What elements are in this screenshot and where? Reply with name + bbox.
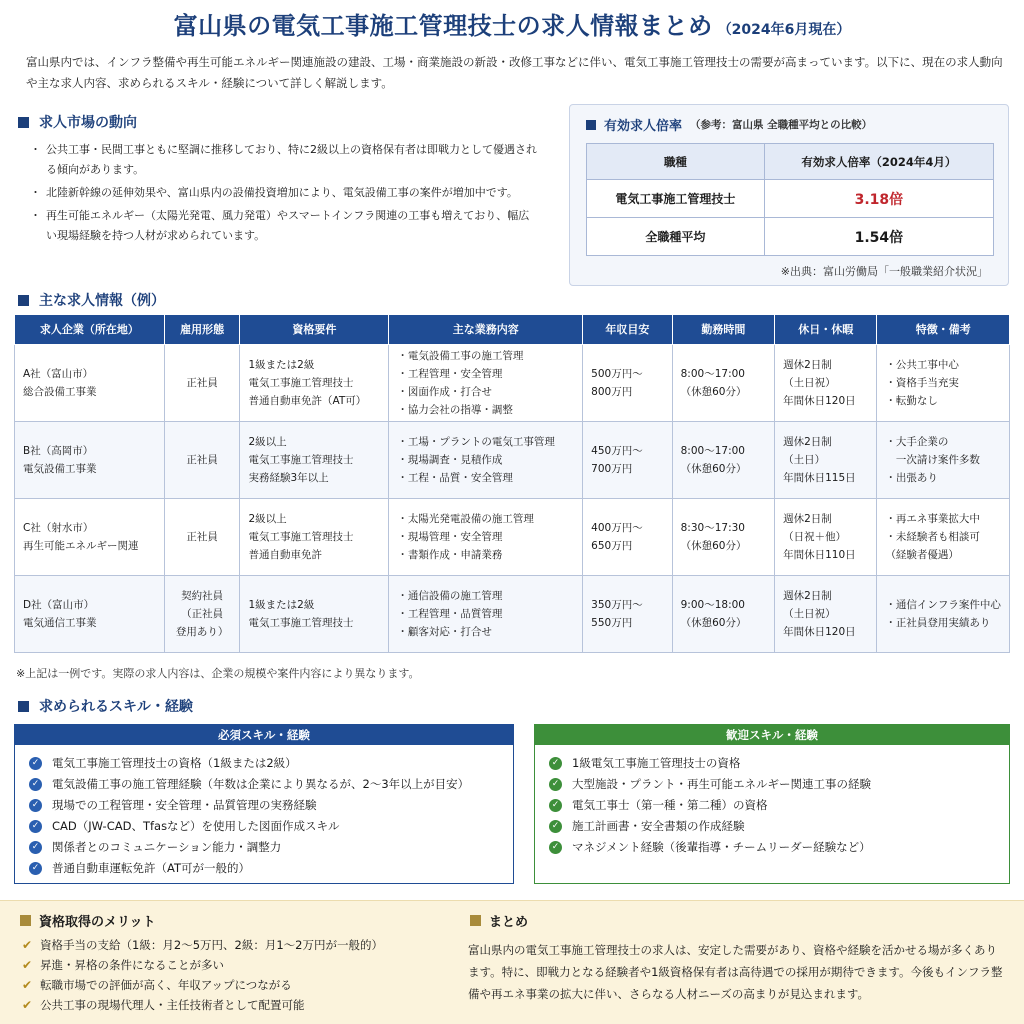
job-ratio-panel — [569, 104, 1009, 286]
jobs-cell-hours — [672, 422, 774, 499]
summary-heading — [470, 911, 528, 930]
required-skill-item — [29, 858, 513, 879]
jobs-cell-line: ・工場・プラントの電気工事管理 — [397, 436, 555, 448]
page-title — [0, 6, 1024, 41]
jobs-cell-employment — [164, 499, 240, 576]
jobs-cell-holidays — [775, 576, 877, 653]
jobs-cell-line: （土日） — [783, 454, 826, 466]
required-skill-item-label: 現場での工程管理・安全管理・品質管理の実務経験 — [52, 798, 317, 812]
jobs-cell-company — [15, 576, 165, 653]
jobs-cell-notes — [877, 576, 1010, 653]
welcome-skill-item — [549, 816, 1009, 837]
jobs-cell-line: 1級または2級 — [248, 599, 315, 611]
jobs-cell-qualification — [240, 499, 389, 576]
jobs-cell-line: C社（射水市） — [23, 522, 94, 534]
jobs-cell-line: 再生可能エネルギー関連 — [23, 540, 139, 552]
jobs-cell-line: ・協力会社の指導・調整 — [397, 404, 513, 416]
required-skill-item-label: 関係者とのコミュニケーション能力・調整力 — [52, 840, 282, 854]
jobs-cell-line: 年間休日115日 — [783, 472, 856, 484]
jobs-cell-line: ・通信インフラ案件中心 — [885, 599, 1001, 611]
required-skill-item — [29, 816, 513, 837]
ratio-heading-label: 有効求人倍率 — [604, 119, 683, 134]
required-skill-item — [29, 837, 513, 858]
jobs-col-header: 特徴・備考 — [877, 315, 1010, 345]
jobs-cell-duties — [389, 422, 583, 499]
jobs-cell-line: ・未経験者も相談可 — [885, 531, 980, 543]
jobs-cell-qualification — [240, 422, 389, 499]
jobs-cell-line: （休憩60分） — [680, 540, 747, 552]
welcome-skills-panel — [534, 724, 1010, 884]
jobs-cell-holidays — [775, 345, 877, 422]
jobs-cell-qualification — [240, 345, 389, 422]
welcome-skill-item-label: 1級電気工事施工管理技士の資格 — [572, 756, 741, 770]
jobs-cell-line: 500万円〜 — [591, 368, 643, 380]
jobs-cell-line: 週休2日制 — [783, 436, 832, 448]
merit-heading-label: 資格取得のメリット — [39, 915, 156, 930]
jobs-cell-hours — [672, 576, 774, 653]
square-bullet-icon — [586, 120, 596, 130]
title-date: （2024年6月現在） — [717, 22, 851, 38]
welcome-skill-item — [549, 837, 1009, 858]
welcome-skills-title: 歓迎スキル・経験 — [535, 725, 1009, 745]
check-circle-icon: ✓ — [29, 820, 42, 833]
jobs-cell-line: ・工程・品質・安全管理 — [397, 472, 513, 484]
jobs-col-header: 資格要件 — [240, 315, 389, 345]
jobs-cell-line: 普通自動車免許（AT可） — [248, 395, 367, 407]
check-mark-icon: ✔ — [22, 938, 33, 952]
merit-list — [22, 935, 383, 1015]
jobs-cell-line: ・書類作成・申請業務 — [397, 549, 503, 561]
merit-item — [22, 975, 383, 995]
jobs-cell-line: ・現場管理・安全管理 — [397, 531, 503, 543]
jobs-cell-line: 2級以上 — [248, 513, 287, 525]
jobs-cell-line: 週休2日制 — [783, 359, 832, 371]
merit-item-label: 転職市場での評価が高く、年収アップにつながる — [40, 978, 292, 992]
welcome-skill-item — [549, 795, 1009, 816]
table-row — [15, 576, 1010, 653]
jobs-cell-employment — [164, 576, 240, 653]
check-circle-icon: ✓ — [549, 841, 562, 854]
required-skills-panel — [14, 724, 514, 884]
market-bullets — [30, 140, 540, 249]
ratio-value-highlight: 3.18倍 — [764, 180, 993, 218]
jobs-cell-salary — [583, 576, 672, 653]
jobs-cell-salary — [583, 345, 672, 422]
welcome-skill-item — [549, 774, 1009, 795]
jobs-cell-line: 1級または2級 — [248, 359, 315, 371]
jobs-footnote: ※上記は一例です。実際の求人内容は、企業の規模や案件内容により異なります。 — [16, 667, 420, 680]
jobs-cell-line: 一次請け案件多数 — [885, 454, 980, 466]
jobs-cell-line: ・電気設備工事の施工管理 — [397, 350, 524, 362]
jobs-cell-line: ・工程管理・安全管理 — [397, 368, 503, 380]
jobs-cell-notes — [877, 499, 1010, 576]
jobs-cell-line: ・公共工事中心 — [885, 359, 959, 371]
ratio-heading-note: （参考：富山県 全職種平均との比較） — [690, 119, 873, 131]
intro-text: 富山県内では、インフラ整備や再生可能エネルギー関連施設の建設、工場・商業施設の新設・改修工事などに伴い、電気工事施工管理技士の需要が高まっています。以下に、現在の求人動向や主な求人内容、求められるスキル・経験について詳しく解説します。 — [26, 55, 1003, 90]
jobs-cell-line: 週休2日制 — [783, 590, 832, 602]
merit-item-label: 公共工事の現場代理人・主任技術者として配置可能 — [40, 998, 305, 1012]
square-bullet-icon — [18, 701, 29, 712]
market-bullet: ・ 公共工事・民間工事ともに堅調に推移しており、特に2級以上の資格保有者は即戦力として優遇される傾向があります。 — [30, 140, 540, 180]
jobs-cell-line: 700万円 — [591, 463, 633, 475]
jobs-cell-line: ・太陽光発電設備の施工管理 — [397, 513, 534, 525]
jobs-cell-line: （経験者優遇） — [885, 549, 959, 561]
jobs-cell-line: 電気設備工事業 — [23, 463, 97, 475]
required-skills-list — [15, 745, 513, 879]
jobs-cell-line: 8:00〜17:00 — [680, 445, 745, 457]
jobs-cell-salary — [583, 499, 672, 576]
jobs-table — [14, 314, 1010, 653]
jobs-cell-line: 正社員 — [186, 377, 218, 389]
square-bullet-icon — [470, 915, 481, 926]
jobs-cell-line: 8:30〜17:30 — [680, 522, 745, 534]
required-skill-item — [29, 795, 513, 816]
jobs-col-header: 主な業務内容 — [389, 315, 583, 345]
summary-text: 富山県内の電気工事施工管理技士の求人は、安定した需要があり、資格や経験を活かせる場が多くあります。特に、即戦力となる経験者や1級資格保有者は高待遇での採用が期待できます。今後もインフラ整備や再エネ事業の拡大に伴い、さらなる人材ニーズの高まりが見込まれます。 — [468, 943, 1003, 1001]
jobs-cell-line: B社（高岡市） — [23, 445, 94, 457]
jobs-cell-line: （土日祝） — [783, 377, 836, 389]
jobs-cell-line: 450万円〜 — [591, 445, 643, 457]
table-row — [15, 422, 1010, 499]
jobs-header-row — [15, 315, 1010, 345]
jobs-cell-line: 年間休日110日 — [783, 549, 856, 561]
check-circle-icon: ✓ — [29, 841, 42, 854]
jobs-cell-company — [15, 422, 165, 499]
jobs-cell-line: 契約社員 — [181, 590, 224, 602]
ratio-heading — [586, 115, 872, 134]
jobs-cell-line: ・大手企業の — [885, 436, 949, 448]
welcome-skill-item-label: マネジメント経験（後輩指導・チームリーダー経験など） — [572, 840, 871, 854]
jobs-cell-line: 普通自動車免許 — [248, 549, 322, 561]
square-bullet-icon — [18, 117, 29, 128]
jobs-cell-line: （休憩60分） — [680, 463, 747, 475]
jobs-cell-line: ・転勤なし — [885, 395, 938, 407]
ratio-source: ※出典：富山労働局「一般職業紹介状況」 — [780, 265, 988, 278]
jobs-cell-line: 年間休日120日 — [783, 395, 856, 407]
summary-heading-label: まとめ — [489, 915, 529, 930]
required-skill-item-label: 電気工事施工管理技士の資格（1級または2級） — [52, 756, 297, 770]
merit-item — [22, 995, 383, 1015]
jobs-cell-line: （日祝＋他） — [783, 531, 847, 543]
jobs-cell-line: 正社員 — [186, 454, 218, 466]
check-mark-icon: ✔ — [22, 998, 33, 1012]
jobs-cell-hours — [672, 345, 774, 422]
welcome-skills-list — [535, 745, 1009, 858]
check-circle-icon: ✓ — [29, 757, 42, 770]
jobs-cell-line: ・現場調査・見積作成 — [397, 454, 503, 466]
ratio-value: 1.54倍 — [764, 218, 993, 256]
jobs-col-header: 年収目安 — [583, 315, 672, 345]
jobs-cell-duties — [389, 499, 583, 576]
jobs-cell-line: ・出張あり — [885, 472, 938, 484]
ratio-row — [587, 218, 994, 256]
jobs-cell-line: 電気工事施工管理技士 — [248, 531, 354, 543]
jobs-cell-company — [15, 345, 165, 422]
jobs-col-header: 求人企業（所在地） — [15, 315, 165, 345]
jobs-cell-qualification — [240, 576, 389, 653]
market-heading — [18, 112, 137, 132]
skills-heading — [18, 696, 193, 716]
ratio-header-row — [587, 144, 994, 180]
required-skill-item-label: CAD（JW-CAD、Tfasなど）を使用した図面作成スキル — [52, 819, 340, 833]
table-row — [15, 345, 1010, 422]
table-row — [15, 499, 1010, 576]
ratio-job: 電気工事施工管理技士 — [587, 180, 765, 218]
jobs-cell-line: ・顧客対応・打合せ — [397, 626, 492, 638]
check-circle-icon: ✓ — [29, 799, 42, 812]
jobs-cell-line: 2級以上 — [248, 436, 287, 448]
ratio-job: 全職種平均 — [587, 218, 765, 256]
required-skill-item — [29, 753, 513, 774]
jobs-cell-notes — [877, 345, 1010, 422]
check-mark-icon: ✔ — [22, 958, 33, 972]
jobs-cell-line: 650万円 — [591, 540, 633, 552]
merit-item — [22, 955, 383, 975]
jobs-cell-line: ・正社員登用実績あり — [885, 617, 991, 629]
jobs-cell-salary — [583, 422, 672, 499]
jobs-cell-line: 800万円 — [591, 386, 633, 398]
skills-heading-label: 求められるスキル・経験 — [39, 699, 193, 715]
required-skills-title: 必須スキル・経験 — [15, 725, 513, 745]
jobs-col-header: 休日・休暇 — [775, 315, 877, 345]
ratio-row — [587, 180, 994, 218]
welcome-skill-item-label: 電気工事士（第一種・第二種）の資格 — [572, 798, 768, 812]
jobs-cell-line: ・再エネ事業拡大中 — [885, 513, 980, 525]
jobs-cell-holidays — [775, 499, 877, 576]
jobs-cell-line: 350万円〜 — [591, 599, 643, 611]
jobs-cell-line: 電気通信工事業 — [23, 617, 97, 629]
jobs-cell-line: 550万円 — [591, 617, 633, 629]
jobs-cell-line: A社（富山市） — [23, 368, 94, 380]
jobs-cell-company — [15, 499, 165, 576]
jobs-cell-line: 総合設備工事業 — [23, 386, 97, 398]
required-skill-item — [29, 774, 513, 795]
welcome-skill-item — [549, 753, 1009, 774]
jobs-col-header: 雇用形態 — [164, 315, 240, 345]
market-bullet: ・ 再生可能エネルギー（太陽光発電、風力発電）やスマートインフラ関連の工事も増えており、幅広い現場経験を持つ人材が求められています。 — [30, 206, 540, 246]
jobs-cell-line: （休憩60分） — [680, 617, 747, 629]
welcome-skill-item-label: 大型施設・プラント・再生可能エネルギー関連工事の経験 — [572, 777, 871, 791]
jobs-heading — [18, 290, 165, 310]
square-bullet-icon — [20, 915, 31, 926]
jobs-cell-line: 正社員 — [186, 531, 218, 543]
jobs-cell-line: 電気工事施工管理技士 — [248, 454, 354, 466]
jobs-cell-notes — [877, 422, 1010, 499]
check-circle-icon: ✓ — [549, 820, 562, 833]
merit-item — [22, 935, 383, 955]
jobs-cell-employment — [164, 345, 240, 422]
jobs-cell-line: 9:00〜18:00 — [680, 599, 745, 611]
ratio-table — [586, 143, 994, 256]
merit-item-label: 昇進・昇格の条件になることが多い — [40, 958, 225, 972]
jobs-cell-holidays — [775, 422, 877, 499]
check-circle-icon: ✓ — [29, 778, 42, 791]
required-skill-item-label: 電気設備工事の施工管理経験（年数は企業により異なるが、2〜3年以上が目安） — [52, 777, 470, 791]
jobs-col-header: 勤務時間 — [672, 315, 774, 345]
jobs-cell-duties — [389, 345, 583, 422]
jobs-cell-line: 週休2日制 — [783, 513, 832, 525]
jobs-cell-line: ・通信設備の施工管理 — [397, 590, 503, 602]
market-heading-label: 求人市場の動向 — [39, 115, 137, 131]
jobs-cell-line: ・工程管理・品質管理 — [397, 608, 503, 620]
jobs-cell-duties — [389, 576, 583, 653]
jobs-cell-line: ・資格手当充実 — [885, 377, 959, 389]
jobs-cell-line: （休憩60分） — [680, 386, 747, 398]
check-circle-icon: ✓ — [549, 778, 562, 791]
check-circle-icon: ✓ — [29, 862, 42, 875]
check-circle-icon: ✓ — [549, 757, 562, 770]
jobs-cell-line: 実務経験3年以上 — [248, 472, 329, 484]
jobs-cell-employment — [164, 422, 240, 499]
merit-heading — [20, 911, 155, 930]
ratio-col-value: 有効求人倍率（2024年4月） — [764, 144, 993, 180]
jobs-cell-line: 電気工事施工管理技士 — [248, 377, 354, 389]
square-bullet-icon — [18, 295, 29, 306]
required-skill-item-label: 普通自動車運転免許（AT可が一般的） — [52, 861, 250, 875]
jobs-cell-line: ・図面作成・打合せ — [397, 386, 492, 398]
jobs-cell-line: 電気工事施工管理技士 — [248, 617, 354, 629]
jobs-cell-line: 年間休日120日 — [783, 626, 856, 638]
jobs-cell-line: （正社員 — [181, 608, 224, 620]
jobs-cell-line: 8:00〜17:00 — [680, 368, 745, 380]
jobs-cell-line: （土日祝） — [783, 608, 836, 620]
jobs-cell-hours — [672, 499, 774, 576]
jobs-cell-line: D社（富山市） — [23, 599, 95, 611]
market-bullet: ・ 北陸新幹線の延伸効果や、富山県内の設備投資増加により、電気設備工事の案件が増加中です。 — [30, 183, 540, 203]
bottom-band — [0, 900, 1024, 1024]
merit-item-label: 資格手当の支給（1級：月2〜5万円、2級：月1〜2万円が一般的） — [40, 938, 383, 952]
jobs-cell-line: 登用あり） — [175, 626, 229, 638]
check-mark-icon: ✔ — [22, 978, 33, 992]
check-circle-icon: ✓ — [549, 799, 562, 812]
title-main: 富山県の電気工事施工管理技士の求人情報まとめ — [173, 12, 713, 40]
welcome-skill-item-label: 施工計画書・安全書類の作成経験 — [572, 819, 745, 833]
ratio-col-job: 職種 — [587, 144, 765, 180]
jobs-heading-label: 主な求人情報（例） — [39, 293, 165, 309]
jobs-cell-line: 400万円〜 — [591, 522, 643, 534]
